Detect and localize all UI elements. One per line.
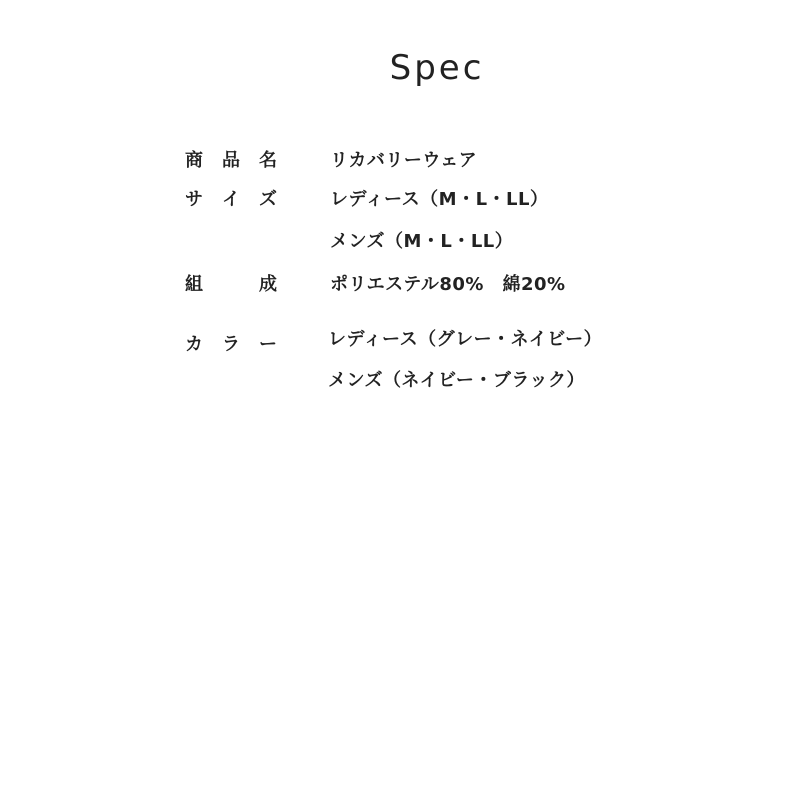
label-char: 組 [185,274,203,295]
spec-label-color [185,330,277,356]
label-char: 商 [185,150,203,171]
spec-label-composition [185,270,277,296]
label-char: サ [185,189,203,210]
spec-value-color-mens: メンズ（ネイビー・ブラック） [328,370,586,391]
label-char: 品 [222,150,240,171]
spec-label-size [185,185,277,211]
spec-value-color-ladies: レディース（グレー・ネイビー） [328,329,603,350]
label-char: ズ [259,189,277,210]
spec-value-product-name: リカバリーウェア [330,150,478,171]
label-char: カ [185,334,203,355]
spec-title: Spec [389,48,485,88]
label-char: ー [259,334,277,355]
spec-value-composition: ポリエステル80% 綿20% [330,274,566,295]
spec-value-size-ladies: レディース（M・L・LL） [330,189,549,210]
spec-label-product-name [185,146,277,172]
label-char: ラ [222,334,240,355]
label-char: イ [222,189,240,210]
label-char: 成 [259,274,277,295]
label-char: 名 [259,150,277,171]
spec-value-size-mens: メンズ（M・L・LL） [330,231,514,252]
